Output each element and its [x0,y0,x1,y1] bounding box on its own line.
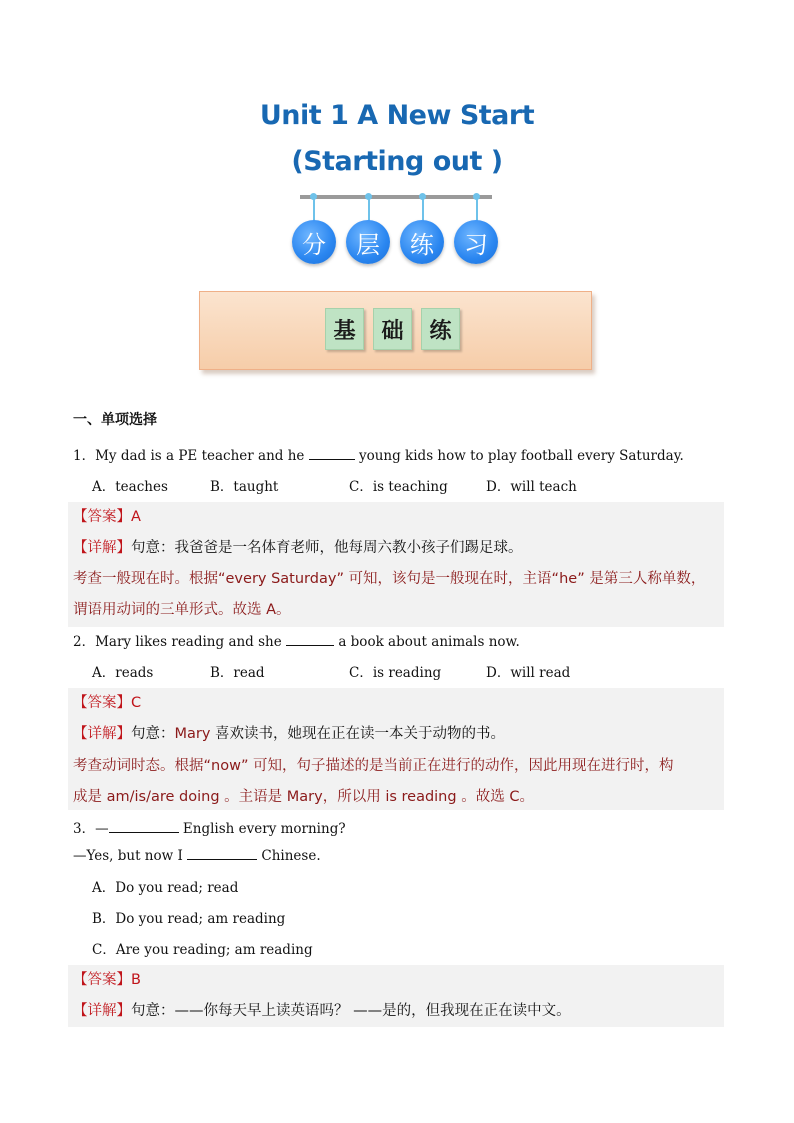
question-1: 1．My dad is a PE teacher and he young kids how to play football every Saturday. [73,448,684,464]
q1-answer: 【答案】A [73,509,141,525]
question-3-line-2: —Yes, but now I Chinese. [73,848,321,864]
q1-detail-3: 谓语用动词的三单形式。故选 A。 [73,602,291,618]
question-2: 2．Mary likes reading and she a book about animals now. [73,634,520,650]
badge-xi: 习 [454,220,498,264]
q1-option-b: B．taught [210,479,279,495]
answer-blank [309,447,355,460]
q2-option-d: D．will read [486,665,571,681]
badge-rail [300,195,492,199]
q2-option-c: C．is reading [349,665,442,681]
answer-blank [109,820,179,833]
q2-detail-1: 【详解】句意：Mary 喜欢读书，她现在正在读一本关于动物的书。 [73,726,506,742]
banner-tile-lian: 练 [421,308,460,350]
q3-detail-1: 【详解】句意：——你每天早上读英语吗？ ——是的，但我现在正在读中文。 [73,1003,571,1019]
section-title: 一、单项选择 [73,412,157,428]
banner-tile-chu: 础 [373,308,412,350]
question-3-line-1: 3．— English every morning? [73,821,346,837]
title-unit: Unit 1 A New Start [259,100,535,131]
q2-detail-2: 考查动词时态。根据“now” 可知，句子描述的是当前正在进行的动作，因此用现在进行时，构 [73,758,674,774]
q1-option-c: C．is teaching [349,479,448,495]
q2-answer: 【答案】C [73,695,142,711]
q3-option-c: C．Are you reading; am reading [92,942,313,958]
q1-option-a: A．teaches [92,479,168,495]
q2-detail-3: 成是 am/is/are doing 。主语是 Mary，所以用 is reading 。故选 C。 [73,789,534,805]
q3-answer: 【答案】B [73,972,141,988]
title-subtitle: (Starting out ) [291,146,503,177]
q1-detail-1: 【详解】句意：我爸爸是一名体育老师，他每周六教小孩子们踢足球。 [73,540,523,556]
badge-lian: 练 [400,220,444,264]
q3-option-a: A．Do you read; read [92,880,239,896]
banner-tile-ji: 基 [325,308,364,350]
q3-option-b: B．Do you read; am reading [92,911,286,927]
q2-option-a: A．reads [92,665,154,681]
answer-blank [187,847,257,860]
q1-option-d: D．will teach [486,479,577,495]
badge-fen: 分 [292,220,336,264]
q2-option-b: B．read [210,665,265,681]
q1-detail-2: 考查一般现在时。根据“every Saturday” 可知，该句是一般现在时，主语“he” 是第三人称单数， [73,571,706,587]
answer-blank [286,633,334,646]
badge-ceng: 层 [346,220,390,264]
